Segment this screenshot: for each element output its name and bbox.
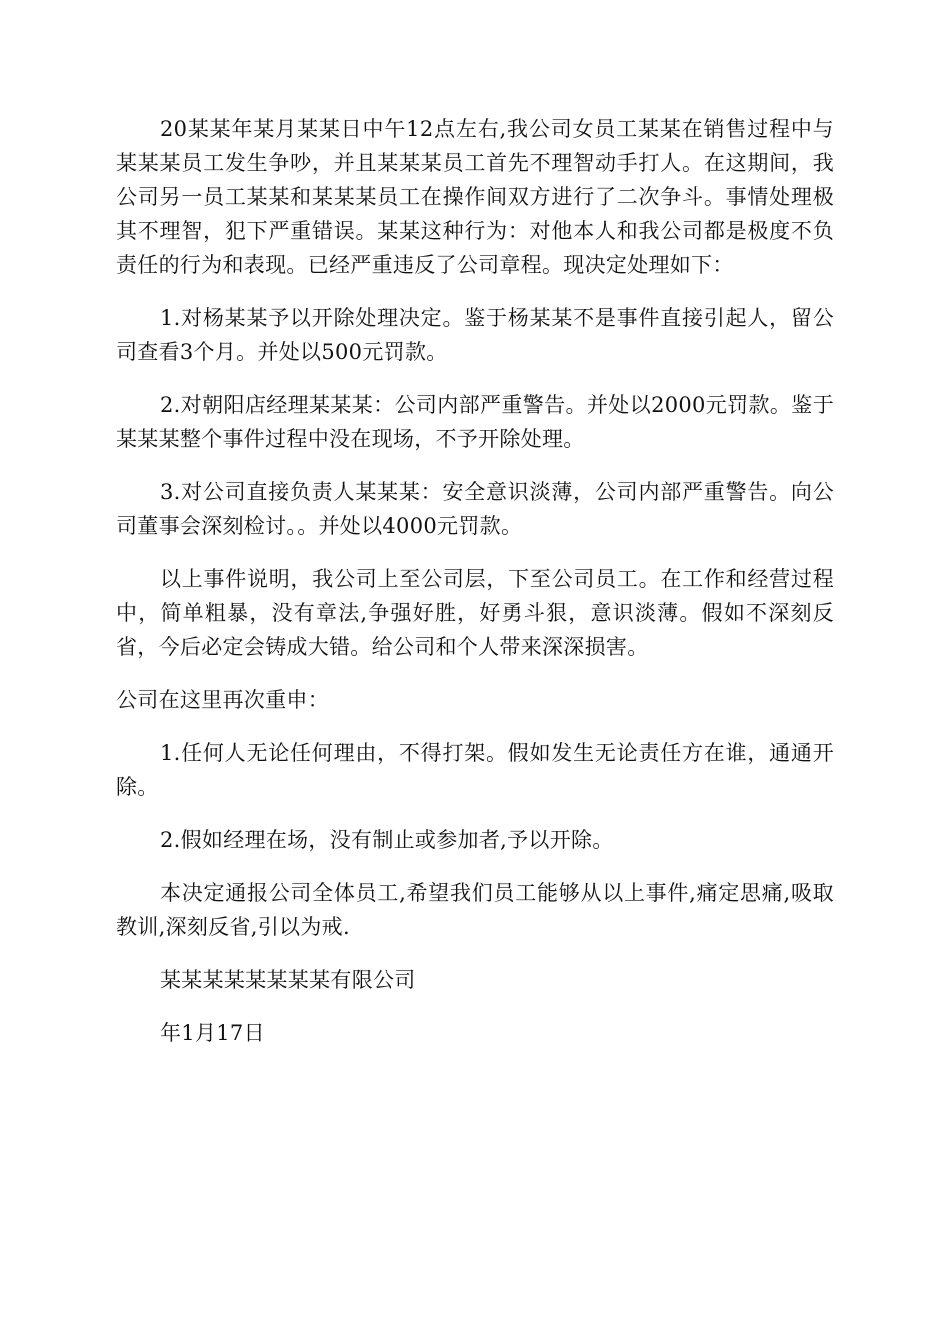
decision-item-1: 1.对杨某某予以开除处理决定。鉴于杨某某不是事件直接引起人，留公司查看3个月。并处以500元罚款。	[116, 306, 834, 364]
incident-paragraph: 20某某年某月某某日中午12点左右,我公司女员工某某在销售过程中与某某某员工发生争吵，并且某某某员工首先不理智动手打人。在这期间，我公司另一员工某某和某某某员工在操作间双方进行了二次争斗。事情处理极其不理智，犯下严重错误。某某这种行为：对他本人和我公司都是极度不负责任的行为和表现。已经严重违反了公司章程。现决定处理如下：	[116, 117, 834, 277]
company-signature: 某某某某某某某某有限公司	[160, 968, 416, 992]
summary-paragraph: 以上事件说明，我公司上至公司层，下至公司员工。在工作和经营过程中，简单粗暴，没有章法,争强好胜，好勇斗狠，意识淡薄。假如不深刻反省，今后必定会铸成大错。给公司和个人带来深深损害。	[116, 567, 834, 659]
decision-item-3: 3.对公司直接负责人某某某：安全意识淡薄，公司内部严重警告。向公司董事会深刻检讨。。并处以4000元罚款。	[116, 480, 834, 538]
document-body	[116, 112, 834, 1069]
rule-item-1: 1.任何人无论任何理由，不得打架。假如发生无论责任方在谁，通通开除。	[116, 741, 834, 799]
restatement-heading: 公司在这里再次重申：	[116, 688, 329, 712]
closing-paragraph: 本决定通报公司全体员工,希望我们员工能够从以上事件,痛定思痛,吸取教训,深刻反省,引以为戒.	[116, 881, 834, 939]
decision-item-2: 2.对朝阳店经理某某某：公司内部严重警告。并处以2000元罚款。鉴于某某某整个事件过程中没在现场，不予开除处理。	[116, 393, 834, 451]
rule-item-2: 2.假如经理在场，没有制止或参加者,予以开除。	[160, 828, 614, 852]
document-date: 年1月17日	[160, 1021, 265, 1045]
